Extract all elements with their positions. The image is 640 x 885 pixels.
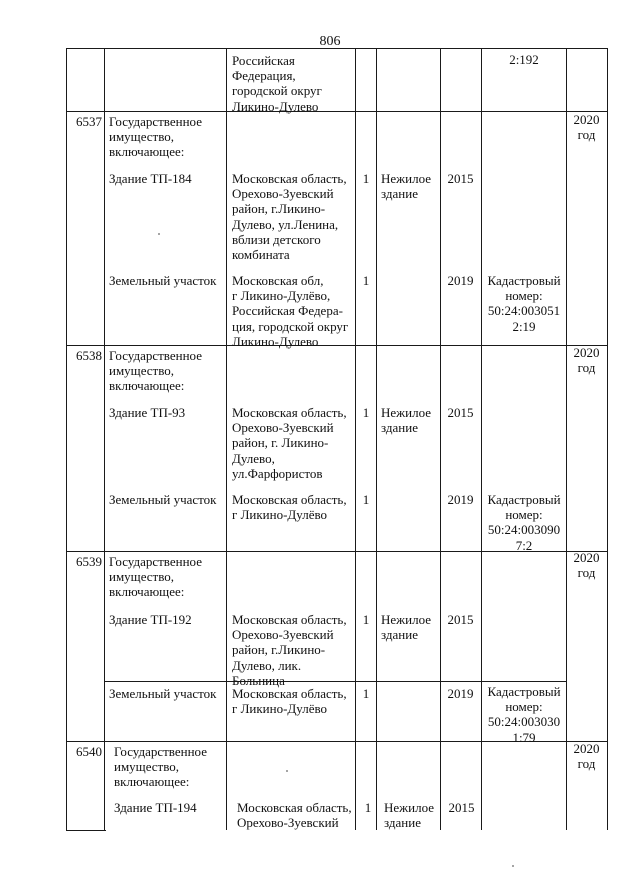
record-number: 6538 bbox=[76, 348, 102, 363]
item-type: Нежилое здание bbox=[381, 612, 432, 643]
column-divider bbox=[226, 48, 227, 830]
column-divider bbox=[104, 48, 105, 830]
column-divider bbox=[566, 48, 567, 830]
item-year-built: 2019 bbox=[447, 273, 474, 288]
page-number: 806 bbox=[319, 34, 341, 49]
column-divider bbox=[376, 48, 377, 830]
item-quantity: 1 bbox=[362, 492, 370, 507]
record-number: 6539 bbox=[76, 554, 102, 569]
item-name: Земельный участок bbox=[109, 686, 217, 701]
table-bottom-border bbox=[66, 830, 106, 831]
carryover-note: 2:192 bbox=[509, 52, 539, 67]
record-heading: Государственное имущество, включающее: bbox=[109, 348, 202, 394]
item-name: Здание ТП-184 bbox=[109, 171, 192, 186]
item-address: Московская область, г Ликино-Дулёво bbox=[232, 686, 347, 717]
record-year: 2020 год bbox=[573, 112, 600, 143]
item-type: Нежилое здание bbox=[384, 800, 435, 831]
item-quantity: 1 bbox=[362, 273, 370, 288]
record-number: 6537 bbox=[76, 114, 102, 129]
record-heading: Государственное имущество, включающее: bbox=[109, 554, 202, 600]
item-year-built: 2015 bbox=[448, 800, 475, 815]
item-address: Московская область, Орехово-Зуевский район, г.Ликино- Дулево, лик. Больница bbox=[232, 612, 347, 688]
carryover-address: Российская Федерация, городской округ Ликино-Дулево bbox=[232, 53, 322, 114]
record-year: 2020 год bbox=[573, 741, 600, 772]
item-name: Земельный участок bbox=[109, 273, 217, 288]
scan-speck bbox=[158, 233, 160, 235]
column-divider bbox=[355, 48, 356, 830]
item-name: Земельный участок bbox=[109, 492, 217, 507]
item-name: Здание ТП-192 bbox=[109, 612, 192, 627]
record-heading: Государственное имущество, включающее: bbox=[114, 744, 207, 790]
item-cadastral-note: Кадастровый номер: 50:24:003051 2:19 bbox=[487, 273, 561, 334]
item-name: Здание ТП-93 bbox=[109, 405, 186, 420]
item-quantity: 1 bbox=[362, 405, 370, 420]
scan-speck bbox=[512, 865, 514, 867]
record-heading: Государственное имущество, включающее: bbox=[109, 114, 202, 160]
item-quantity: 1 bbox=[362, 612, 370, 627]
column-divider bbox=[440, 48, 441, 830]
item-quantity: 1 bbox=[362, 171, 370, 186]
item-quantity: 1 bbox=[362, 686, 370, 701]
item-address: Московская область, г Ликино-Дулёво bbox=[232, 492, 347, 523]
table-top-border bbox=[66, 48, 607, 49]
item-quantity: 1 bbox=[364, 800, 372, 815]
table-border-right bbox=[607, 48, 608, 830]
item-year-built: 2019 bbox=[447, 492, 474, 507]
table-border-left bbox=[66, 48, 67, 830]
item-year-built: 2015 bbox=[447, 171, 474, 186]
record-year: 2020 год bbox=[573, 550, 600, 581]
record-year: 2020 год bbox=[573, 345, 600, 376]
item-year-built: 2019 bbox=[447, 686, 474, 701]
item-name: Здание ТП-194 bbox=[114, 800, 197, 815]
item-address: Московская область, Орехово-Зуевский район, г. Ликино- Дулево, ул.Фарфористов bbox=[232, 405, 347, 481]
item-address: Московская обл, г Ликино-Дулёво, Российская Федера- ция, городской округ Ликино-Дулево bbox=[232, 273, 349, 349]
item-year-built: 2015 bbox=[447, 405, 474, 420]
item-cadastral-note: Кадастровый номер: 50:24:003090 7:2 bbox=[487, 492, 561, 553]
item-address: Московская область, Орехово-Зуевский bbox=[237, 800, 352, 831]
item-address: Московская область, Орехово-Зуевский район, г.Ликино- Дулево, ул.Ленина, вблизи детского комбината bbox=[232, 171, 347, 263]
scan-speck bbox=[286, 770, 288, 772]
item-cadastral-note: Кадастровый номер: 50:24:003030 1:79 bbox=[487, 684, 561, 745]
item-type: Нежилое здание bbox=[381, 405, 432, 436]
item-type: Нежилое здание bbox=[381, 171, 432, 202]
record-number: 6540 bbox=[76, 744, 102, 759]
item-year-built: 2015 bbox=[447, 612, 474, 627]
